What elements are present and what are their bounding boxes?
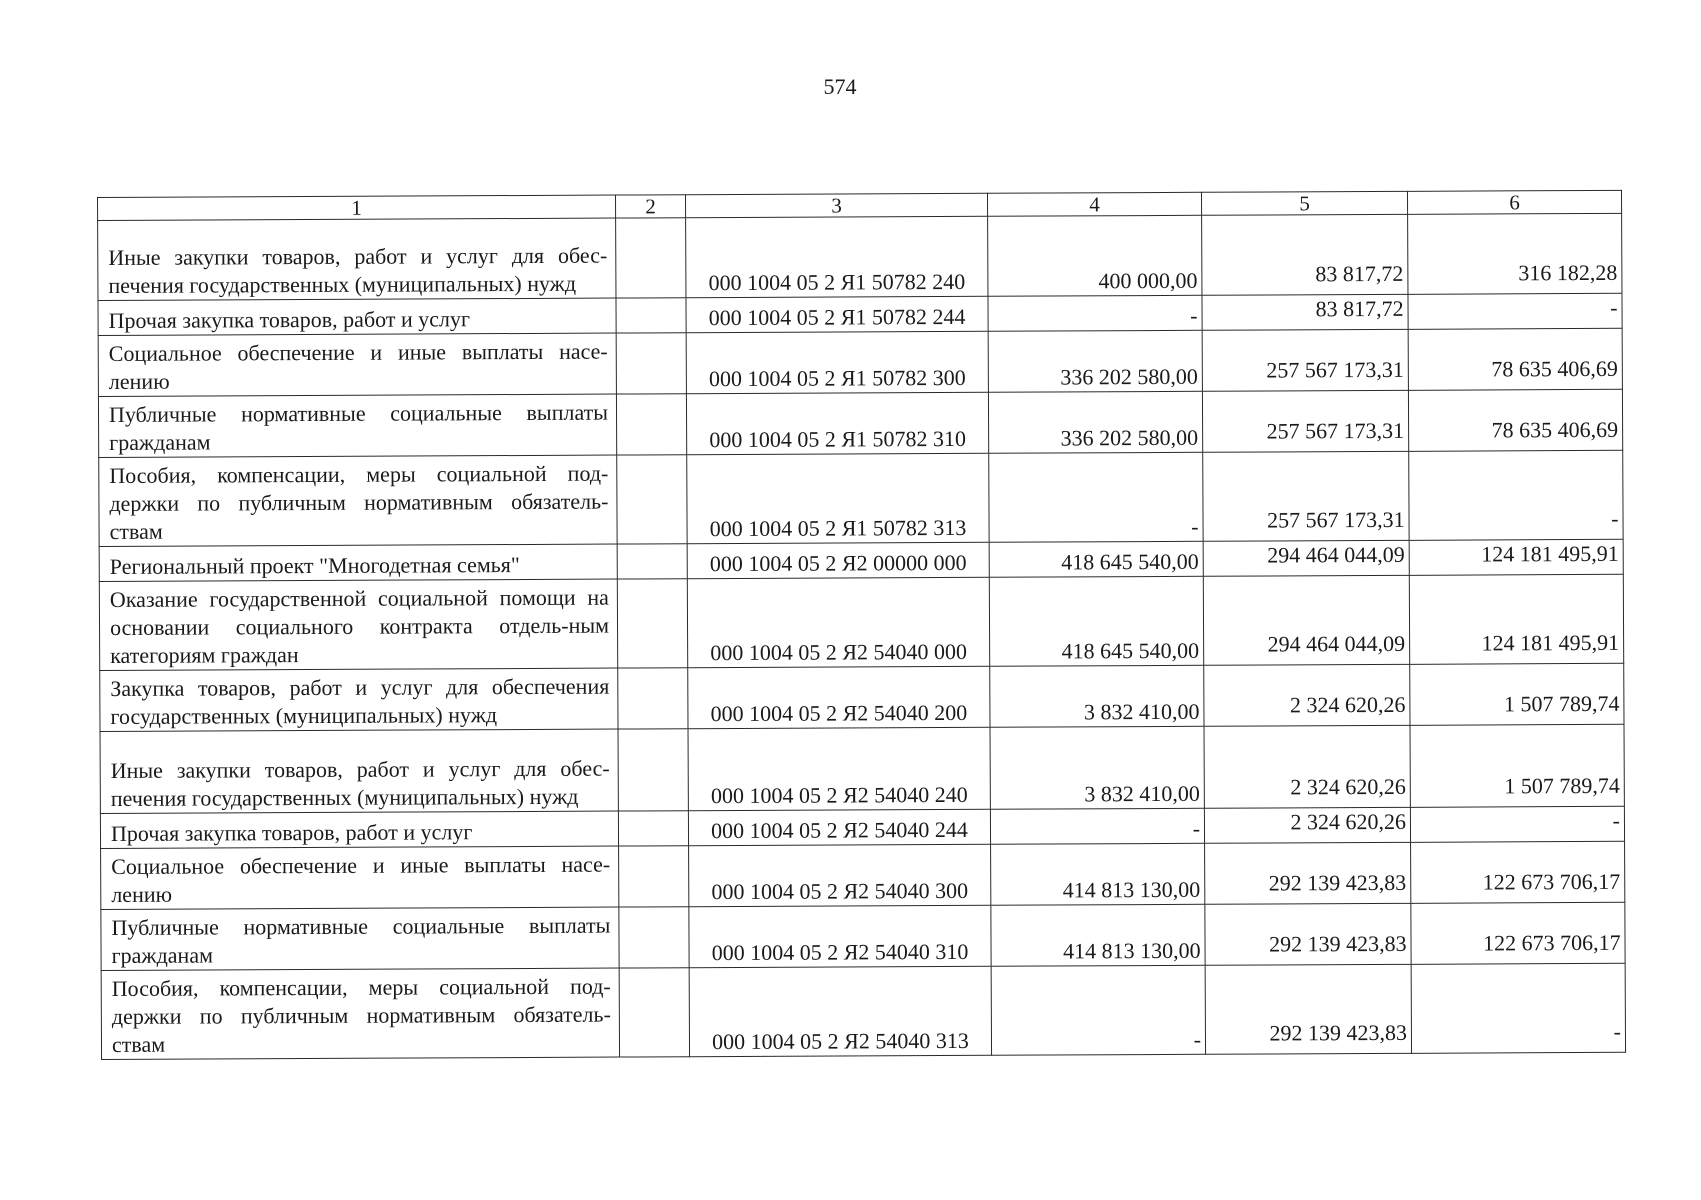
row-approved-cell: 400 000,00	[988, 215, 1202, 296]
row-name-cell: Прочая закупка товаров, работ и услуг	[98, 298, 616, 335]
row-name-cell: Пособия, компенсации, меры социальной под-держки по публичным нормативным обязатель-ствам	[101, 968, 619, 1059]
column-header-4: 4	[987, 192, 1201, 216]
row-empty-cell	[616, 333, 686, 394]
row-approved-cell: -	[990, 808, 1204, 844]
row-code-cell: 000 1004 05 2 Я2 54040 200	[688, 666, 990, 728]
row-approved-cell: 414 813 130,00	[991, 843, 1205, 905]
row-name-cell: Социальное обеспечение и иные выплаты насе-лению	[98, 333, 616, 396]
page-number: 574	[823, 74, 857, 99]
table-row	[98, 213, 1622, 300]
row-code-cell: 000 1004 05 2 Я2 54040 240	[688, 727, 990, 810]
row-code-cell: 000 1004 05 2 Я2 54040 313	[689, 966, 991, 1056]
row-name-cell: Оказание государственной социальной помощи на основании социального контракта отдель-ным категориям граждан	[99, 579, 617, 670]
row-empty-cell	[617, 455, 687, 544]
row-name-cell: Иные закупки товаров, работ и услуг для обес-печения государственных (муниципальных) нужд	[100, 729, 618, 813]
table-row	[98, 389, 1622, 457]
row-name-cell: Публичные нормативные социальные выплаты гражданам	[98, 394, 616, 457]
column-header-2: 2	[615, 195, 685, 218]
row-executed-cell: 257 567 173,31	[1203, 451, 1409, 541]
row-code-cell: 000 1004 05 2 Я2 54040 300	[689, 844, 991, 906]
row-code-cell: 000 1004 05 2 Я1 50782 310	[686, 392, 988, 454]
row-name-cell: Иные закупки товаров, работ и услуг для обес-печения государственных (муниципальных) нужд	[98, 218, 616, 300]
row-remaining-cell: 124 181 495,91	[1409, 539, 1623, 575]
row-empty-cell	[618, 729, 688, 811]
row-name-cell: Социальное обеспечение и иные выплаты насе-лению	[101, 846, 619, 909]
row-name-cell: Региональный проект "Многодетная семья"	[99, 544, 617, 581]
row-empty-cell	[617, 544, 687, 579]
row-executed-cell: 83 817,72	[1202, 294, 1408, 330]
table-row	[100, 663, 1624, 731]
row-executed-cell: 294 464 044,09	[1203, 540, 1409, 576]
row-executed-cell: 292 139 423,83	[1205, 842, 1411, 904]
row-empty-cell	[616, 298, 686, 333]
row-code-cell: 000 1004 05 2 Я1 50782 240	[686, 216, 988, 297]
row-approved-cell: 3 832 410,00	[990, 665, 1204, 727]
row-remaining-cell: 122 673 706,17	[1411, 902, 1625, 964]
row-approved-cell: 418 645 540,00	[989, 541, 1203, 577]
table-row	[101, 963, 1625, 1059]
table-body	[98, 213, 1626, 1059]
table-row	[99, 450, 1623, 546]
row-remaining-cell: 316 182,28	[1408, 213, 1622, 294]
row-empty-cell	[618, 668, 688, 729]
row-executed-cell: 257 567 173,31	[1202, 390, 1408, 452]
row-approved-cell: 414 813 130,00	[991, 904, 1205, 966]
row-executed-cell: 292 139 423,83	[1205, 964, 1411, 1054]
row-remaining-cell: -	[1411, 963, 1625, 1053]
row-empty-cell	[616, 218, 686, 298]
row-approved-cell: 3 832 410,00	[990, 726, 1204, 809]
row-remaining-cell: -	[1409, 450, 1623, 540]
table-row	[99, 574, 1623, 670]
row-executed-cell: 2 324 620,26	[1204, 807, 1410, 843]
row-code-cell: 000 1004 05 2 Я1 50782 244	[686, 296, 988, 332]
budget-table-container	[97, 190, 1625, 1060]
row-executed-cell: 2 324 620,26	[1204, 725, 1410, 808]
column-header-1: 1	[98, 195, 616, 220]
row-code-cell: 000 1004 05 2 Я2 54040 310	[689, 905, 991, 967]
table-row	[101, 841, 1625, 909]
row-approved-cell: 336 202 580,00	[988, 391, 1202, 453]
row-remaining-cell: 1 507 789,74	[1410, 724, 1624, 807]
row-code-cell: 000 1004 05 2 Я2 54040 000	[687, 577, 989, 667]
table-row	[98, 328, 1622, 396]
row-approved-cell: 418 645 540,00	[989, 576, 1203, 666]
table-row	[100, 724, 1624, 813]
row-executed-cell: 2 324 620,26	[1204, 664, 1410, 726]
row-approved-cell: 336 202 580,00	[988, 330, 1202, 392]
column-header-6: 6	[1407, 190, 1621, 214]
row-code-cell: 000 1004 05 2 Я1 50782 313	[687, 453, 989, 543]
row-approved-cell: -	[991, 965, 1205, 1055]
row-executed-cell: 257 567 173,31	[1202, 329, 1408, 391]
row-remaining-cell: -	[1410, 806, 1624, 842]
column-header-5: 5	[1201, 191, 1407, 215]
row-approved-cell: -	[989, 452, 1203, 542]
row-executed-cell: 294 464 044,09	[1203, 575, 1409, 665]
row-executed-cell: 292 139 423,83	[1205, 903, 1411, 965]
row-empty-cell	[617, 579, 687, 668]
row-code-cell: 000 1004 05 2 Я1 50782 300	[686, 331, 988, 393]
row-remaining-cell: 78 635 406,69	[1408, 389, 1622, 451]
table-row	[101, 902, 1625, 970]
row-executed-cell: 83 817,72	[1202, 214, 1408, 295]
row-empty-cell	[616, 394, 686, 455]
row-remaining-cell: 124 181 495,91	[1409, 574, 1623, 664]
budget-table	[97, 190, 1626, 1060]
row-name-cell: Прочая закупка товаров, работ и услуг	[100, 811, 618, 848]
row-remaining-cell: 78 635 406,69	[1408, 328, 1622, 390]
row-remaining-cell: -	[1408, 293, 1622, 329]
row-name-cell: Пособия, компенсации, меры социальной под-держки по публичным нормативным обязатель-ствам	[99, 455, 617, 546]
row-empty-cell	[618, 811, 688, 846]
row-empty-cell	[619, 846, 689, 907]
row-code-cell: 000 1004 05 2 Я2 54040 244	[688, 809, 990, 845]
row-remaining-cell: 1 507 789,74	[1410, 663, 1624, 725]
row-approved-cell: -	[988, 295, 1202, 331]
column-header-3: 3	[685, 193, 987, 217]
row-code-cell: 000 1004 05 2 Я2 00000 000	[687, 542, 989, 578]
row-remaining-cell: 122 673 706,17	[1411, 841, 1625, 903]
row-name-cell: Публичные нормативные социальные выплаты гражданам	[101, 907, 619, 970]
row-name-cell: Закупка товаров, работ и услуг для обеспечения государственных (муниципальных) нужд	[100, 668, 618, 731]
row-empty-cell	[619, 968, 689, 1057]
row-empty-cell	[619, 907, 689, 968]
